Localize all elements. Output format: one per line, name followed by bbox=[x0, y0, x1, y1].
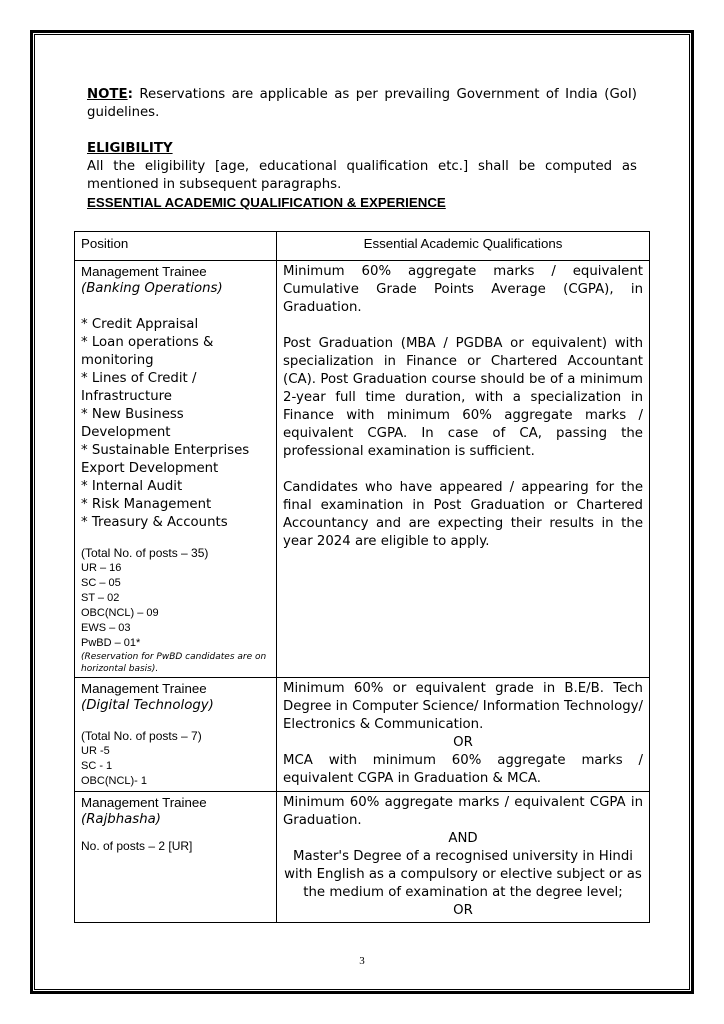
position-subtitle: (Banking Operations) bbox=[81, 281, 223, 296]
qualification-text: Minimum 60% aggregate marks / equivalent Cumulative Grade Points Average (CGPA), in Graduation. bbox=[283, 264, 643, 315]
qualification-separator: OR bbox=[453, 735, 473, 750]
position-title: Management Trainee bbox=[81, 795, 207, 810]
list-item: * Risk Management bbox=[81, 497, 212, 512]
position-title: Management Trainee bbox=[81, 264, 207, 279]
position-cell bbox=[75, 261, 277, 678]
reservation-footnote: (Reservation for PwBD candidates are on horizontal basis). bbox=[81, 652, 267, 674]
qualification-cell bbox=[277, 678, 650, 792]
post-count: UR -5 bbox=[81, 745, 110, 757]
posts-total: No. of posts – 2 [UR] bbox=[81, 839, 193, 853]
list-item: * Lines of Credit / Infrastructure bbox=[81, 371, 197, 404]
qualification-text: MCA with minimum 60% aggregate marks / equivalent CGPA in Graduation & MCA. bbox=[283, 753, 643, 786]
page-number: 3 bbox=[359, 955, 365, 967]
post-count: UR – 16 bbox=[81, 562, 122, 574]
qualification-table bbox=[74, 231, 650, 923]
table-row bbox=[75, 792, 650, 923]
table-row bbox=[75, 678, 650, 792]
note-colon: : bbox=[127, 87, 133, 102]
position-subtitle: (Digital Technology) bbox=[81, 698, 214, 713]
qualification-separator: AND bbox=[448, 831, 478, 846]
qualification-cell bbox=[277, 792, 650, 923]
list-item: * Treasury & Accounts bbox=[81, 515, 228, 530]
list-item: * Sustainable Enterprises Export Development bbox=[81, 443, 250, 476]
qualification-text: Candidates who have appeared / appearing for the final examination in Post Graduation or Chartered Accountancy and are expecting their results in the year 2024 are eligible to apply. bbox=[283, 480, 643, 549]
post-count: OBC(NCL) – 09 bbox=[81, 607, 159, 619]
qualification-text: Minimum 60% or equivalent grade in B.E/B. Tech Degree in Computer Science/ Information Technology/ Electronics & Communication. bbox=[283, 681, 643, 732]
position-subtitle: (Rajbhasha) bbox=[81, 812, 161, 827]
note-paragraph bbox=[87, 86, 637, 122]
header-qualifications: Essential Academic Qualifications bbox=[277, 232, 650, 261]
qualification-text: Post Graduation (MBA / PGDBA or equivalent) with specialization in Finance or Chartered Accountant (CA). Post Graduation course should be of a minimum 2-year full time duration, with a specialization in Finance with minimum 60% aggregate marks / equivalent CGPA. In case of CA, passing the professional examination is sufficient. bbox=[283, 336, 643, 459]
qualification-cell bbox=[277, 261, 650, 678]
position-title: Management Trainee bbox=[81, 681, 207, 696]
eligibility-heading: ELIGIBILITY bbox=[87, 141, 173, 156]
intro-text bbox=[87, 86, 637, 212]
posts-total: (Total No. of posts – 35) bbox=[81, 546, 209, 560]
qualification-text: Master's Degree of a recognised university in Hindi with English as a compulsory or elective subject or as the medium of examination at the degree level; bbox=[284, 849, 642, 900]
position-cell bbox=[75, 678, 277, 792]
table-row bbox=[75, 261, 650, 678]
posts-total: (Total No. of posts – 7) bbox=[81, 729, 202, 743]
post-count: SC - 1 bbox=[81, 760, 113, 772]
eligibility-text: All the eligibility [age, educational qualification etc.] shall be computed as mentioned in subsequent paragraphs. bbox=[87, 159, 637, 192]
post-count: SC – 05 bbox=[81, 577, 121, 589]
qualification-separator: OR bbox=[453, 903, 473, 918]
note-label: NOTE bbox=[87, 87, 128, 102]
list-item: * New Business Development bbox=[81, 407, 184, 440]
post-count: PwBD – 01* bbox=[81, 637, 141, 649]
position-cell bbox=[75, 792, 277, 923]
table-header-row bbox=[75, 232, 650, 261]
header-position: Position bbox=[75, 232, 277, 261]
post-count: OBC(NCL)- 1 bbox=[81, 775, 148, 787]
section-heading: ESSENTIAL ACADEMIC QUALIFICATION & EXPERIENCE bbox=[87, 195, 446, 210]
list-item: * Credit Appraisal bbox=[81, 317, 199, 332]
post-count: EWS – 03 bbox=[81, 622, 131, 634]
note-text: Reservations are applicable as per prevailing Government of India (GoI) guidelines. bbox=[87, 87, 637, 120]
list-item: * Internal Audit bbox=[81, 479, 183, 494]
post-count: ST – 02 bbox=[81, 592, 120, 604]
list-item: * Loan operations & monitoring bbox=[81, 335, 214, 368]
qualification-text: Minimum 60% aggregate marks / equivalent CGPA in Graduation. bbox=[283, 795, 643, 828]
